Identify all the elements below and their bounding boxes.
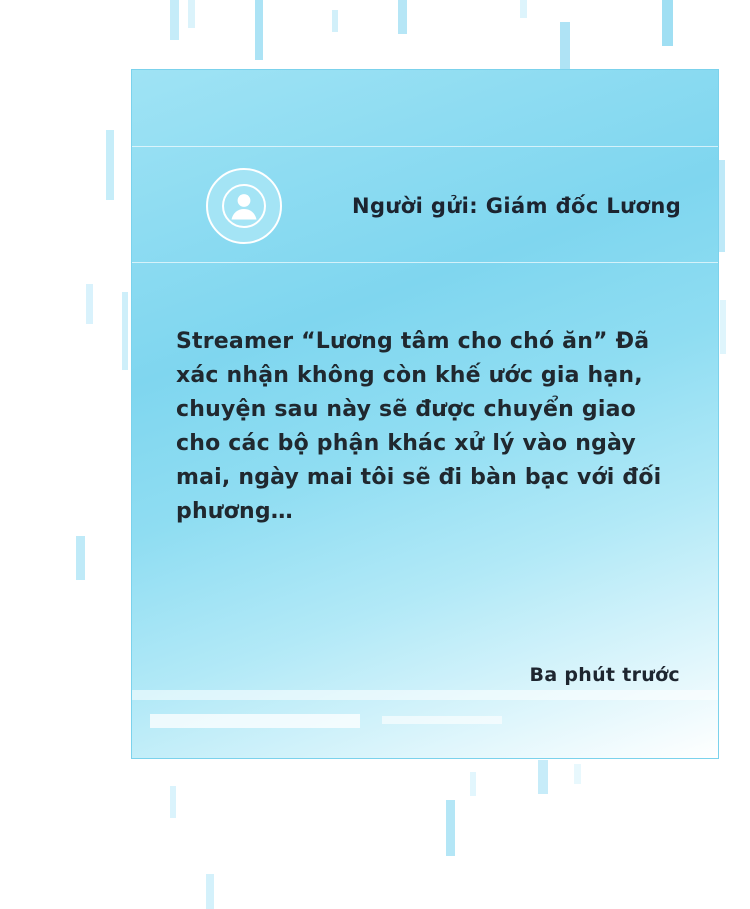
decor-shard: [720, 300, 726, 354]
message-timestamp: Ba phút trước: [529, 664, 680, 686]
card-glow-stripe-3: [382, 716, 502, 724]
sender-row: [132, 168, 718, 244]
card-glow-stripe-2: [150, 714, 360, 728]
decor-shard: [76, 536, 85, 580]
decor-shard: [122, 292, 128, 370]
divider-top: [132, 146, 718, 147]
decor-shard: [538, 760, 548, 794]
decor-shard: [206, 874, 214, 909]
decor-shard: [332, 10, 338, 32]
decor-shard: [470, 772, 476, 796]
message-card: [131, 69, 719, 759]
decor-shard: [662, 0, 673, 46]
divider-bottom: [132, 262, 718, 263]
card-glow-stripe-1: [132, 690, 718, 700]
decor-shard: [574, 764, 581, 784]
decor-shard: [170, 0, 179, 40]
sender-name: Người gửi: Giám đốc Lương: [352, 194, 682, 218]
message-body-text: Streamer “Lương tâm cho chó ăn” Đã xác nhận không còn khế ước gia hạn, chuyện sau này sẽ được chuyển giao cho các bộ phận khác xử lý vào ngày mai, ngày mai tôi sẽ đi bàn bạc với đối phương…: [176, 329, 662, 524]
decor-shard: [86, 284, 93, 324]
decor-shard: [170, 786, 176, 818]
decor-shard: [255, 0, 263, 60]
decor-shard: [560, 22, 570, 74]
decor-shard: [106, 130, 114, 200]
decor-shard: [520, 0, 527, 18]
decor-shard: [188, 0, 195, 28]
user-avatar-icon: [206, 168, 282, 244]
decor-shard: [398, 0, 407, 34]
decor-shard: [446, 800, 455, 856]
